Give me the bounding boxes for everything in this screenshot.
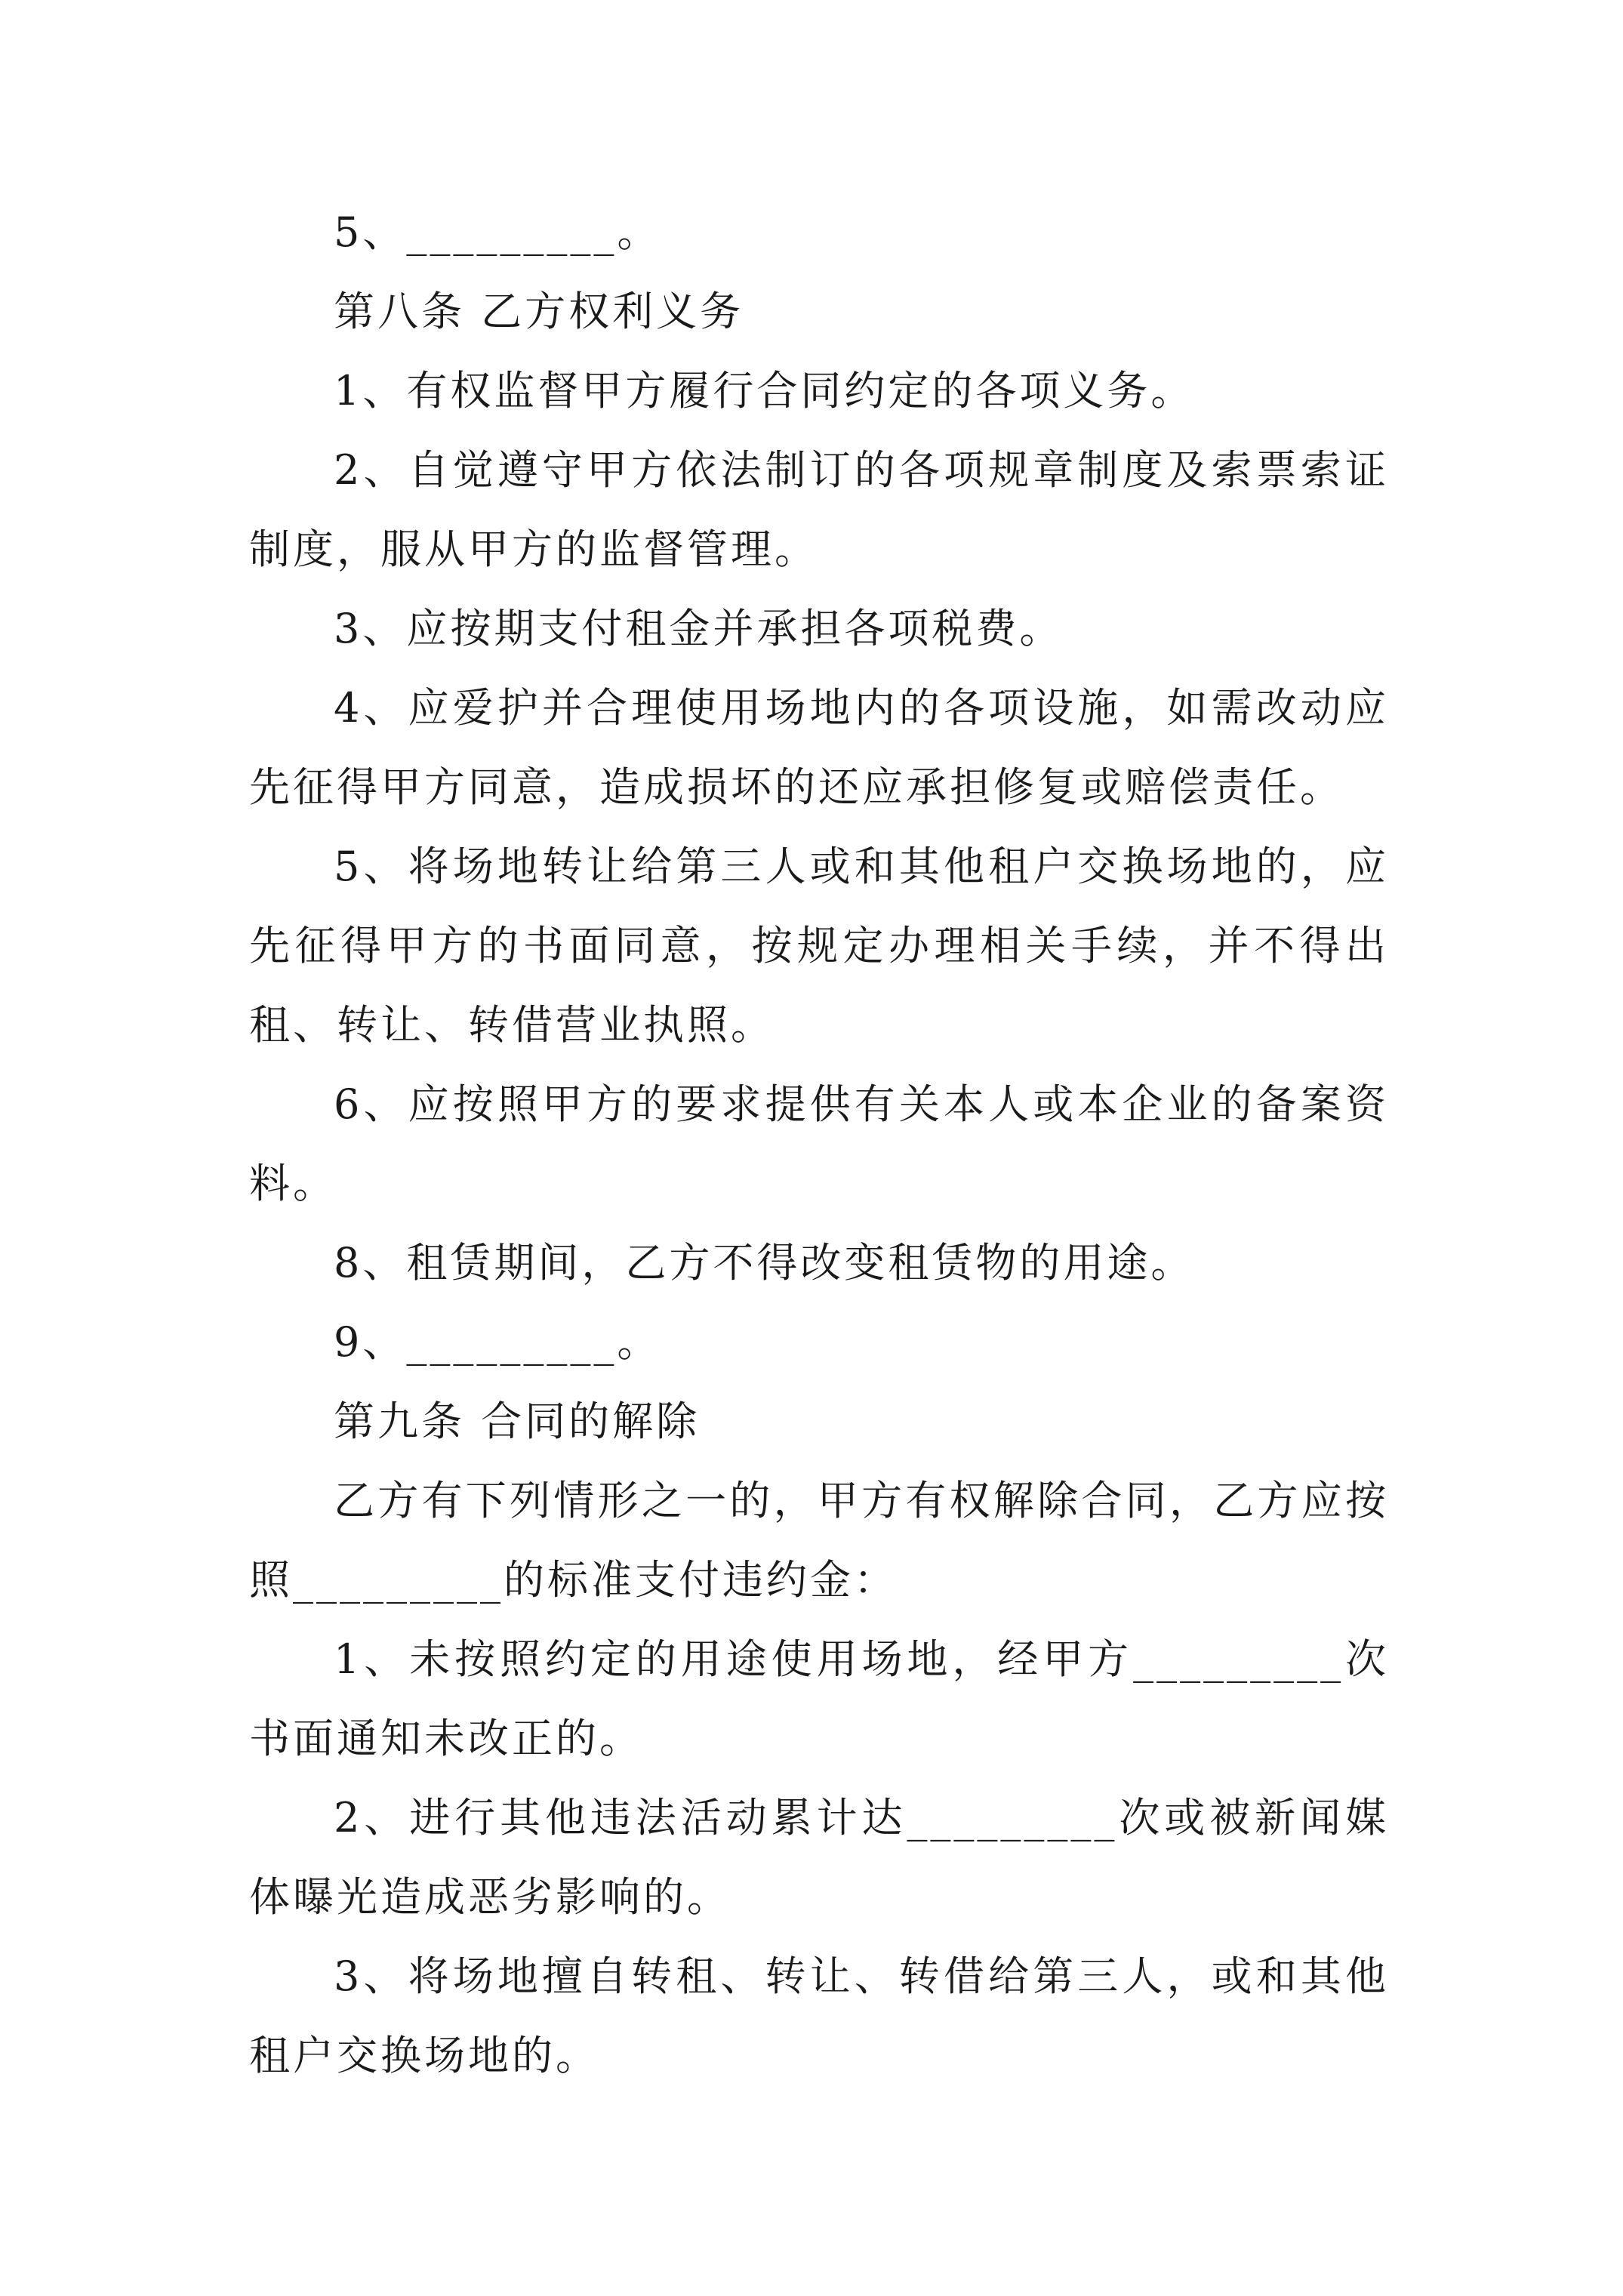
article-8-item-2: 2、自觉遵守甲方依法制订的各项规章制度及索票索证制度，服从甲方的监督管理。 [249,446,1389,573]
article-8-item-3: 3、应按期支付租金并承担各项税费。 [334,605,1064,652]
article-9-heading: 第九条 合同的解除 [334,1398,701,1445]
article-8-item-5: 5、将场地转让给第三人或和其他租户交换场地的，应先征得甲方的书面同意，按规定办理相关手续，并不得出租、转让、转借营业执照。 [249,843,1389,1049]
article-8-heading: 第八条 乙方权利义务 [334,288,744,335]
article-8-item-4: 4、应爱护并合理使用场地内的各项设施，如需改动应先征得甲方同意，造成损坏的还应承担修复或赔偿责任。 [249,684,1389,811]
article-9-item-3: 3、将场地擅自转租、转让、转借给第三人，或和其他租户交换场地的。 [249,1952,1389,2079]
article-9-item-2: 2、进行其他违法活动累计达_________次或被新闻媒体曝光造成恶劣影响的。 [249,1794,1389,1921]
article-8-item-8: 8、租赁期间，乙方不得改变租赁物的用途。 [334,1239,1195,1287]
clause-7-item-5: 5、_________。 [334,208,661,256]
article-8-item-6: 6、应按照甲方的要求提供有关本人或本企业的备案资料。 [249,1080,1389,1207]
article-8-item-9: 9、_________。 [334,1318,661,1366]
article-9-intro: 乙方有下列情形之一的，甲方有权解除合同，乙方应按照_________的标准支付违约金： [249,1477,1389,1604]
article-9-item-1: 1、未按照约定的用途使用场地，经甲方_________次书面通知未改正的。 [249,1635,1389,1762]
contract-text-body [249,193,1389,2095]
article-8-item-1: 1、有权监督甲方履行合同约定的各项义务。 [334,367,1195,415]
